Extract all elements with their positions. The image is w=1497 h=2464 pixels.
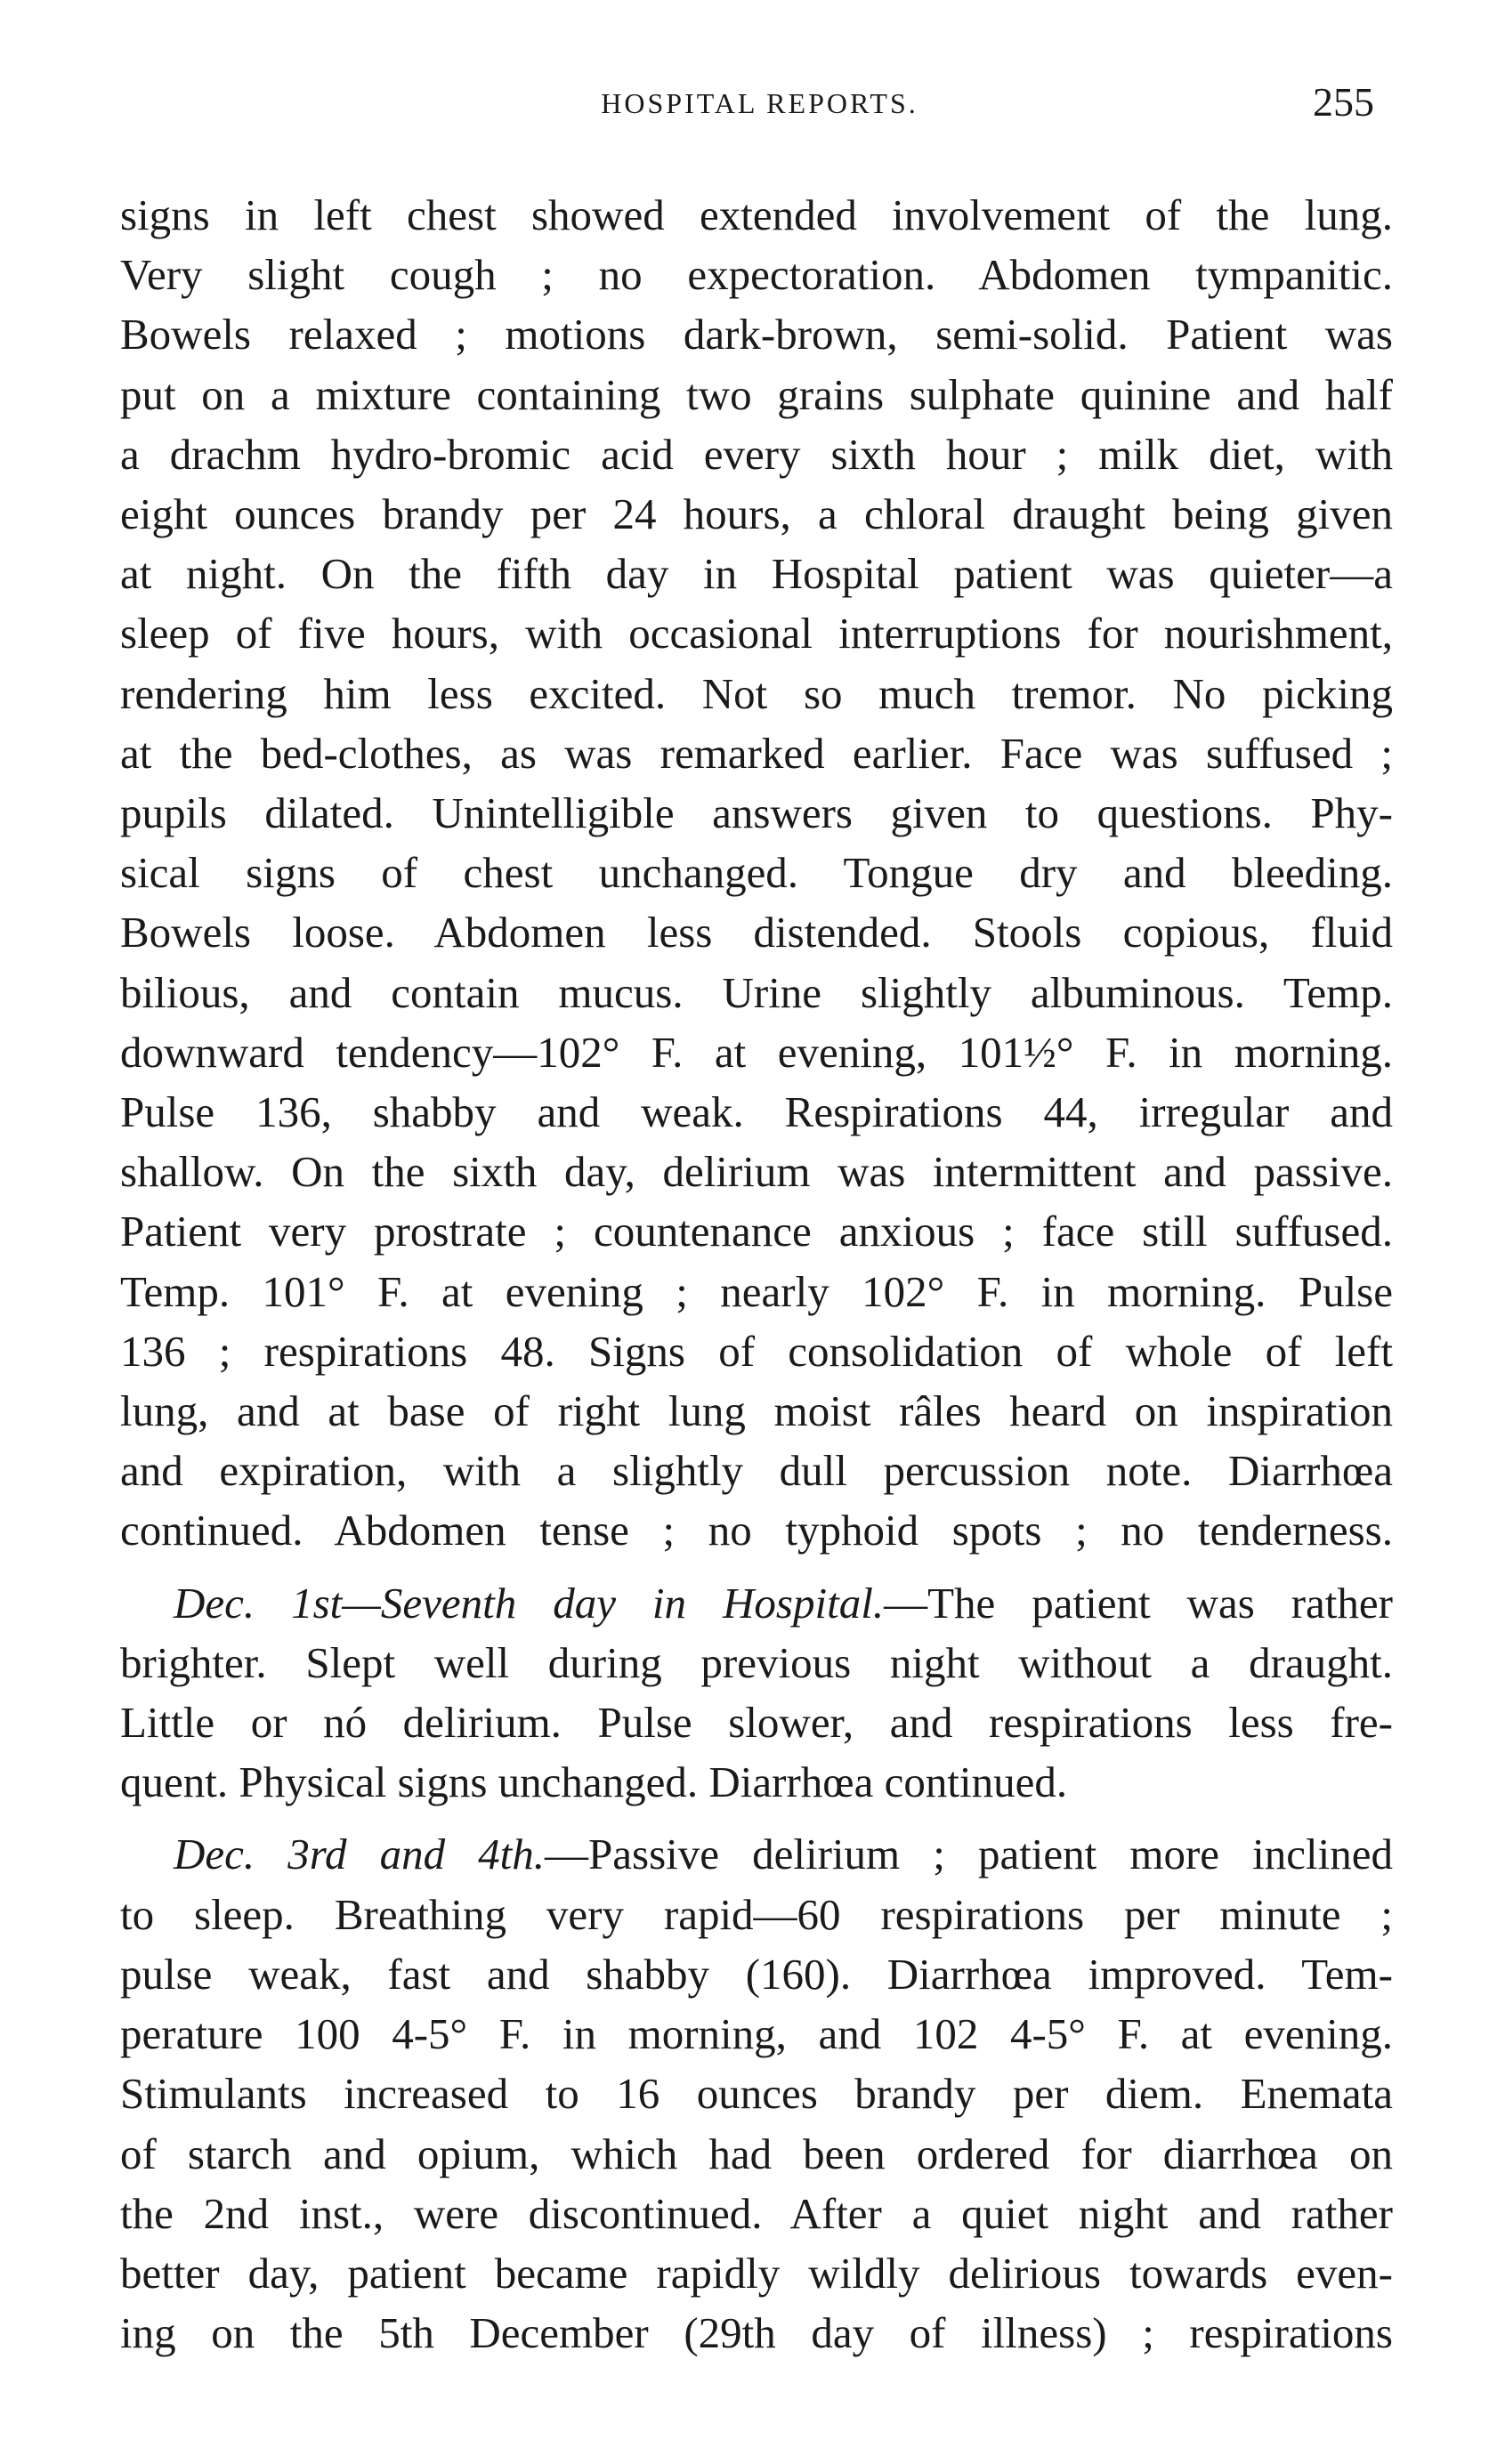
- text-line: sleep of five hours, with occasional interruptions for nourishment,: [120, 609, 1393, 658]
- paragraph-gap: [120, 1561, 1393, 1573]
- text-line: Very slight cough ; no expectoration. Abdomen tympanitic.: [120, 250, 1393, 300]
- entry-date: Dec. 1st: [174, 1578, 343, 1628]
- text-line: eight ounces brandy per 24 hours, a chloral draught being given: [120, 489, 1393, 539]
- text-line: bilious, and contain mucus. Urine slightly albuminous. Temp.: [120, 967, 1393, 1017]
- text-line: signs in left chest showed extended involvement of the lung.: [120, 190, 1393, 239]
- text-line: Patient very prostrate ; countenance anxious ; face still suffused.: [120, 1207, 1393, 1256]
- text-line: put on a mixture containing two grains sulphate quinine and half: [120, 369, 1393, 419]
- text-line: brighter. Slept well during previous night without a draught.: [120, 1637, 1393, 1687]
- entry-heading: —Seventh day in Hospital.: [342, 1578, 885, 1628]
- text-line: continued. Abdomen tense ; no typhoid spots ; no tenderness.: [120, 1506, 1393, 1555]
- paragraph-1: [120, 185, 1393, 1561]
- text-line: quent. Physical signs unchanged. Diarrhœa continued.: [120, 1757, 1068, 1807]
- text-line: and expiration, with a slightly dull percussion note. Diarrhœa: [120, 1446, 1393, 1496]
- text-line: [120, 1824, 1393, 1884]
- text-line: [120, 1573, 1393, 1633]
- text-line: to sleep. Breathing very rapid—60 respirations per minute ;: [120, 1889, 1393, 1939]
- text-line: lung, and at base of right lung moist râles heard on inspiration: [120, 1386, 1393, 1436]
- text-line: of starch and opium, which had been ordered for diarrhœa on: [120, 2129, 1393, 2178]
- paragraph-gap: [120, 1812, 1393, 1824]
- text-line: at night. On the fifth day in Hospital patient was quieter—a: [120, 549, 1393, 599]
- paragraph-3: [120, 1824, 1393, 2363]
- text-line: perature 100 4-5° F. in morning, and 102 4-5° F. at evening.: [120, 2009, 1393, 2059]
- text-line: rendering him less excited. Not so much tremor. No picking: [120, 668, 1393, 718]
- entry-date: Dec. 3rd and 4th.: [174, 1830, 546, 1879]
- text-line: Bowels relaxed ; motions dark-brown, semi-solid. Patient was: [120, 310, 1393, 360]
- text-line: pupils dilated. Unintelligible answers given to questions. Phy-: [120, 788, 1393, 838]
- text-line: better day, patient became rapidly wildly delirious towards even-: [120, 2248, 1393, 2298]
- running-title: HOSPITAL REPORTS.: [601, 87, 918, 119]
- text-line: 136 ; respirations 48. Signs of consolidation of whole of left: [120, 1326, 1393, 1376]
- text-line: shallow. On the sixth day, delirium was intermittent and passive.: [120, 1147, 1393, 1197]
- text-line: sical signs of chest unchanged. Tongue dry and bleeding.: [120, 848, 1393, 898]
- text-line: Temp. 101° F. at evening ; nearly 102° F. in morning. Pulse: [120, 1266, 1393, 1316]
- text-line: ing on the 5th December (29th day of illness) ; respirations: [120, 2308, 1393, 2358]
- text-line: Bowels loose. Abdomen less distended. Stools copious, fluid: [120, 908, 1393, 957]
- paragraph-2: [120, 1573, 1393, 1813]
- text-line: a drachm hydro-bromic acid every sixth hour ; milk diet, with: [120, 429, 1393, 479]
- text-line: Stimulants increased to 16 ounces brandy per diem. Enemata: [120, 2069, 1393, 2119]
- running-head: [120, 79, 1399, 141]
- text-line: Pulse 136, shabby and weak. Respirations 44, irregular and: [120, 1087, 1393, 1137]
- body-text: [120, 185, 1393, 2363]
- entry-text: —Passive delirium ; patient more inclined: [545, 1830, 1393, 1879]
- text-line: the 2nd inst., were discontinued. After a quiet night and rather: [120, 2188, 1393, 2238]
- page-number: 255: [1313, 79, 1374, 125]
- entry-text: —The patient was rather: [884, 1578, 1393, 1628]
- text-line: downward tendency—102° F. at evening, 101½° F. in morning.: [120, 1027, 1393, 1077]
- text-line: Little or nó delirium. Pulse slower, and respirations less fre-: [120, 1698, 1393, 1748]
- text-line: at the bed-clothes, as was remarked earlier. Face was suffused ;: [120, 728, 1393, 778]
- text-line: pulse weak, fast and shabby (160). Diarrhœa improved. Tem-: [120, 1949, 1393, 1999]
